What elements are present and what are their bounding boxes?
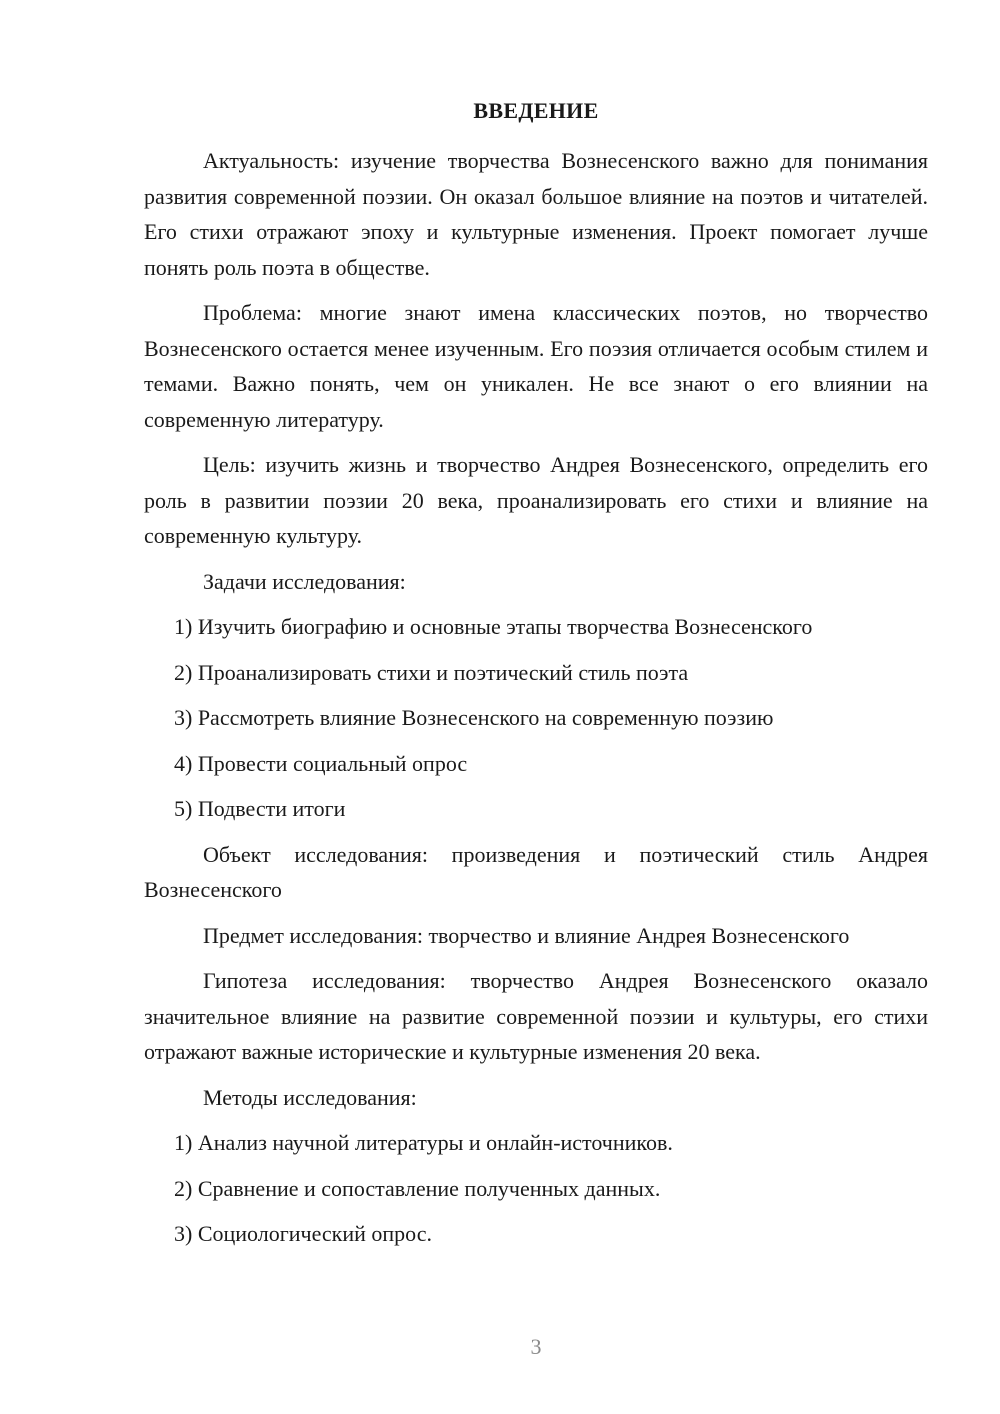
subject-paragraph: Предмет исследования: творчество и влияние Андрея Вознесенского <box>203 922 850 948</box>
method-item: 3) Социологический опрос. <box>174 1221 432 1246</box>
task-item: 3) Рассмотреть влияние Вознесенского на современную поэзию <box>174 705 774 730</box>
object-paragraph: Объект исследования: произведения и поэтический стиль Андрея Вознесенского <box>144 841 928 902</box>
tasks-list <box>144 609 928 827</box>
methods-list <box>144 1125 928 1252</box>
page-title: ВВЕДЕНИЕ <box>473 98 599 123</box>
method-item: 2) Сравнение и сопоставление полученных данных. <box>174 1175 661 1201</box>
methods-heading: Методы исследования: <box>203 1084 417 1110</box>
relevance-paragraph: Актуальность: изучение творчества Вознесенского важно для понимания развития современной поэзии. Он оказал большое влияние на поэтов и читателей. Его стихи отражают эпоху и культурные изменения. Проект помогает лучше понять роль поэта в обществе. <box>144 148 928 280</box>
goal-paragraph: Цель: изучить жизнь и творчество Андрея Вознесенского, определить его роль в развитии поэзии 20 века, проанализировать его стихи и влияние на современную культуру. <box>144 452 928 548</box>
method-item: 1) Анализ научной литературы и онлайн-источников. <box>174 1130 673 1155</box>
task-item: 4) Провести социальный опрос <box>174 750 468 776</box>
document-body <box>144 143 928 1262</box>
task-item: 2) Проанализировать стихи и поэтический стиль поэта <box>174 659 689 685</box>
page-number: 3 <box>530 1334 542 1359</box>
problem-paragraph: Проблема: многие знают имена классических поэтов, но творчество Вознесенского остается менее изученным. Его поэзия отличается особым стилем и темами. Важно понять, чем он уникален. Не все знают о его влиянии на современную литературу. <box>144 300 928 432</box>
task-item: 5) Подвести итоги <box>174 796 346 821</box>
tasks-heading: Задачи исследования: <box>203 568 406 594</box>
hypothesis-paragraph: Гипотеза исследования: творчество Андрея Вознесенского оказало значительное влияние на развитие современной поэзии и культуры, его стихи отражают важные исторические и культурные изменения 20 века. <box>144 968 928 1064</box>
task-item: 1) Изучить биографию и основные этапы творчества Вознесенского <box>174 614 813 639</box>
